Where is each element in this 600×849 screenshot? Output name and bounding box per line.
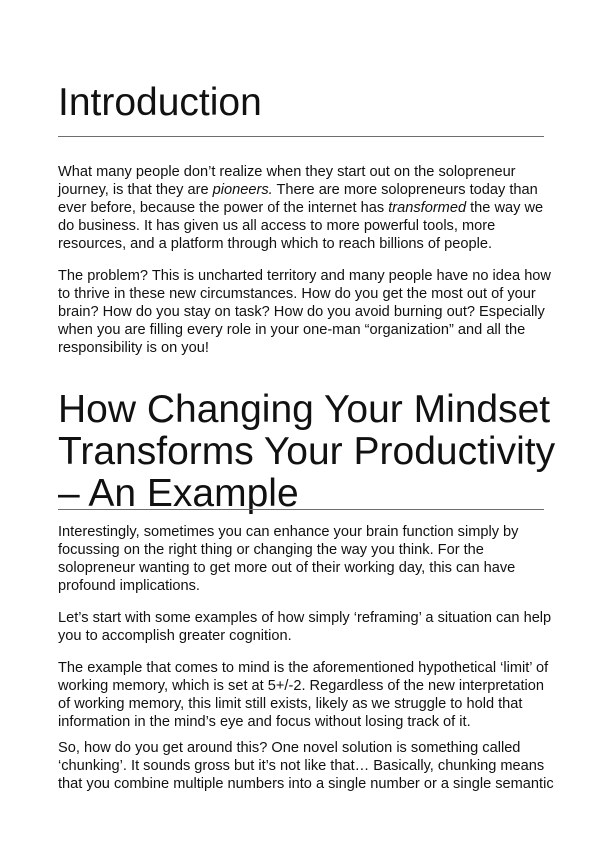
- paragraph-intro-1: [58, 163, 544, 253]
- text-line: profound implications.: [58, 578, 200, 594]
- text-line: [58, 181, 544, 199]
- text-line: The example that comes to mind is the aforementioned hypothetical ‘limit’ of: [58, 660, 549, 676]
- text-run: the way we: [466, 200, 544, 216]
- paragraph-mindset-4: [58, 739, 554, 793]
- text-line: The problem? This is uncharted territory and many people have no idea how: [58, 268, 551, 284]
- text-line: ‘chunking’. It sounds gross but it’s not like that… Basically, chunking means: [58, 758, 545, 774]
- heading-line: Transforms Your Productivity: [58, 430, 556, 473]
- paragraph-mindset-3: [58, 659, 549, 731]
- heading-mindset-example: [58, 389, 555, 515]
- text-line: do business. It has given us all access to more powerful tools, more: [58, 218, 496, 234]
- heading-line: – An Example: [58, 472, 299, 515]
- text-line: that you combine multiple numbers into a single number or a single semantic: [58, 776, 554, 792]
- emphasis-transformed: transformed: [388, 200, 467, 216]
- text-run: There are more solopreneurs today than: [272, 182, 538, 198]
- text-line: What many people don’t realize when they start out on the solopreneur: [58, 164, 516, 180]
- paragraph-mindset-1: [58, 523, 544, 595]
- text-line: Interestingly, sometimes you can enhance your brain function simply by: [58, 524, 519, 540]
- heading-line: How Changing Your Mindset: [58, 388, 551, 431]
- text-run: journey, is that they are: [58, 182, 213, 198]
- paragraph-intro-2: [58, 267, 551, 357]
- text-line: information in the mind’s eye and focus without losing track of it.: [58, 714, 471, 730]
- heading-introduction: Introduction: [58, 81, 262, 124]
- text-line: Let’s start with some examples of how simply ‘reframing’ a situation can help: [58, 610, 552, 626]
- paragraph-mindset-2: [58, 609, 552, 645]
- text-line: you to accomplish greater cognition.: [58, 628, 292, 644]
- text-line: of working memory, this limit still exists, likely as we struggle to hold that: [58, 696, 523, 712]
- text-run: ever before, because the power of the internet has: [58, 200, 389, 216]
- heading-divider-mindset: [58, 509, 544, 510]
- text-line: focussing on the right thing or changing the way you think. For the: [58, 542, 484, 558]
- text-line: So, how do you get around this? One novel solution is something called: [58, 740, 521, 756]
- text-line: solopreneur wanting to get more out of their working day, this can have: [58, 560, 516, 576]
- text-line: [58, 199, 544, 217]
- text-line: resources, and a platform through which to reach billions of people.: [58, 236, 493, 252]
- text-line: working memory, which is set at 5+/-2. Regardless of the new interpretation: [58, 678, 545, 694]
- text-line: when you are filling every role in your one-man “organization” and all the: [58, 322, 526, 338]
- text-line: to thrive in these new circumstances. How do you get the most out of your: [58, 286, 536, 302]
- heading-divider-introduction: [58, 136, 544, 137]
- text-line: responsibility is on you!: [58, 340, 209, 356]
- text-line: brain? How do you stay on task? How do you avoid burning out? Especially: [58, 304, 545, 320]
- emphasis-pioneers: pioneers.: [212, 182, 273, 198]
